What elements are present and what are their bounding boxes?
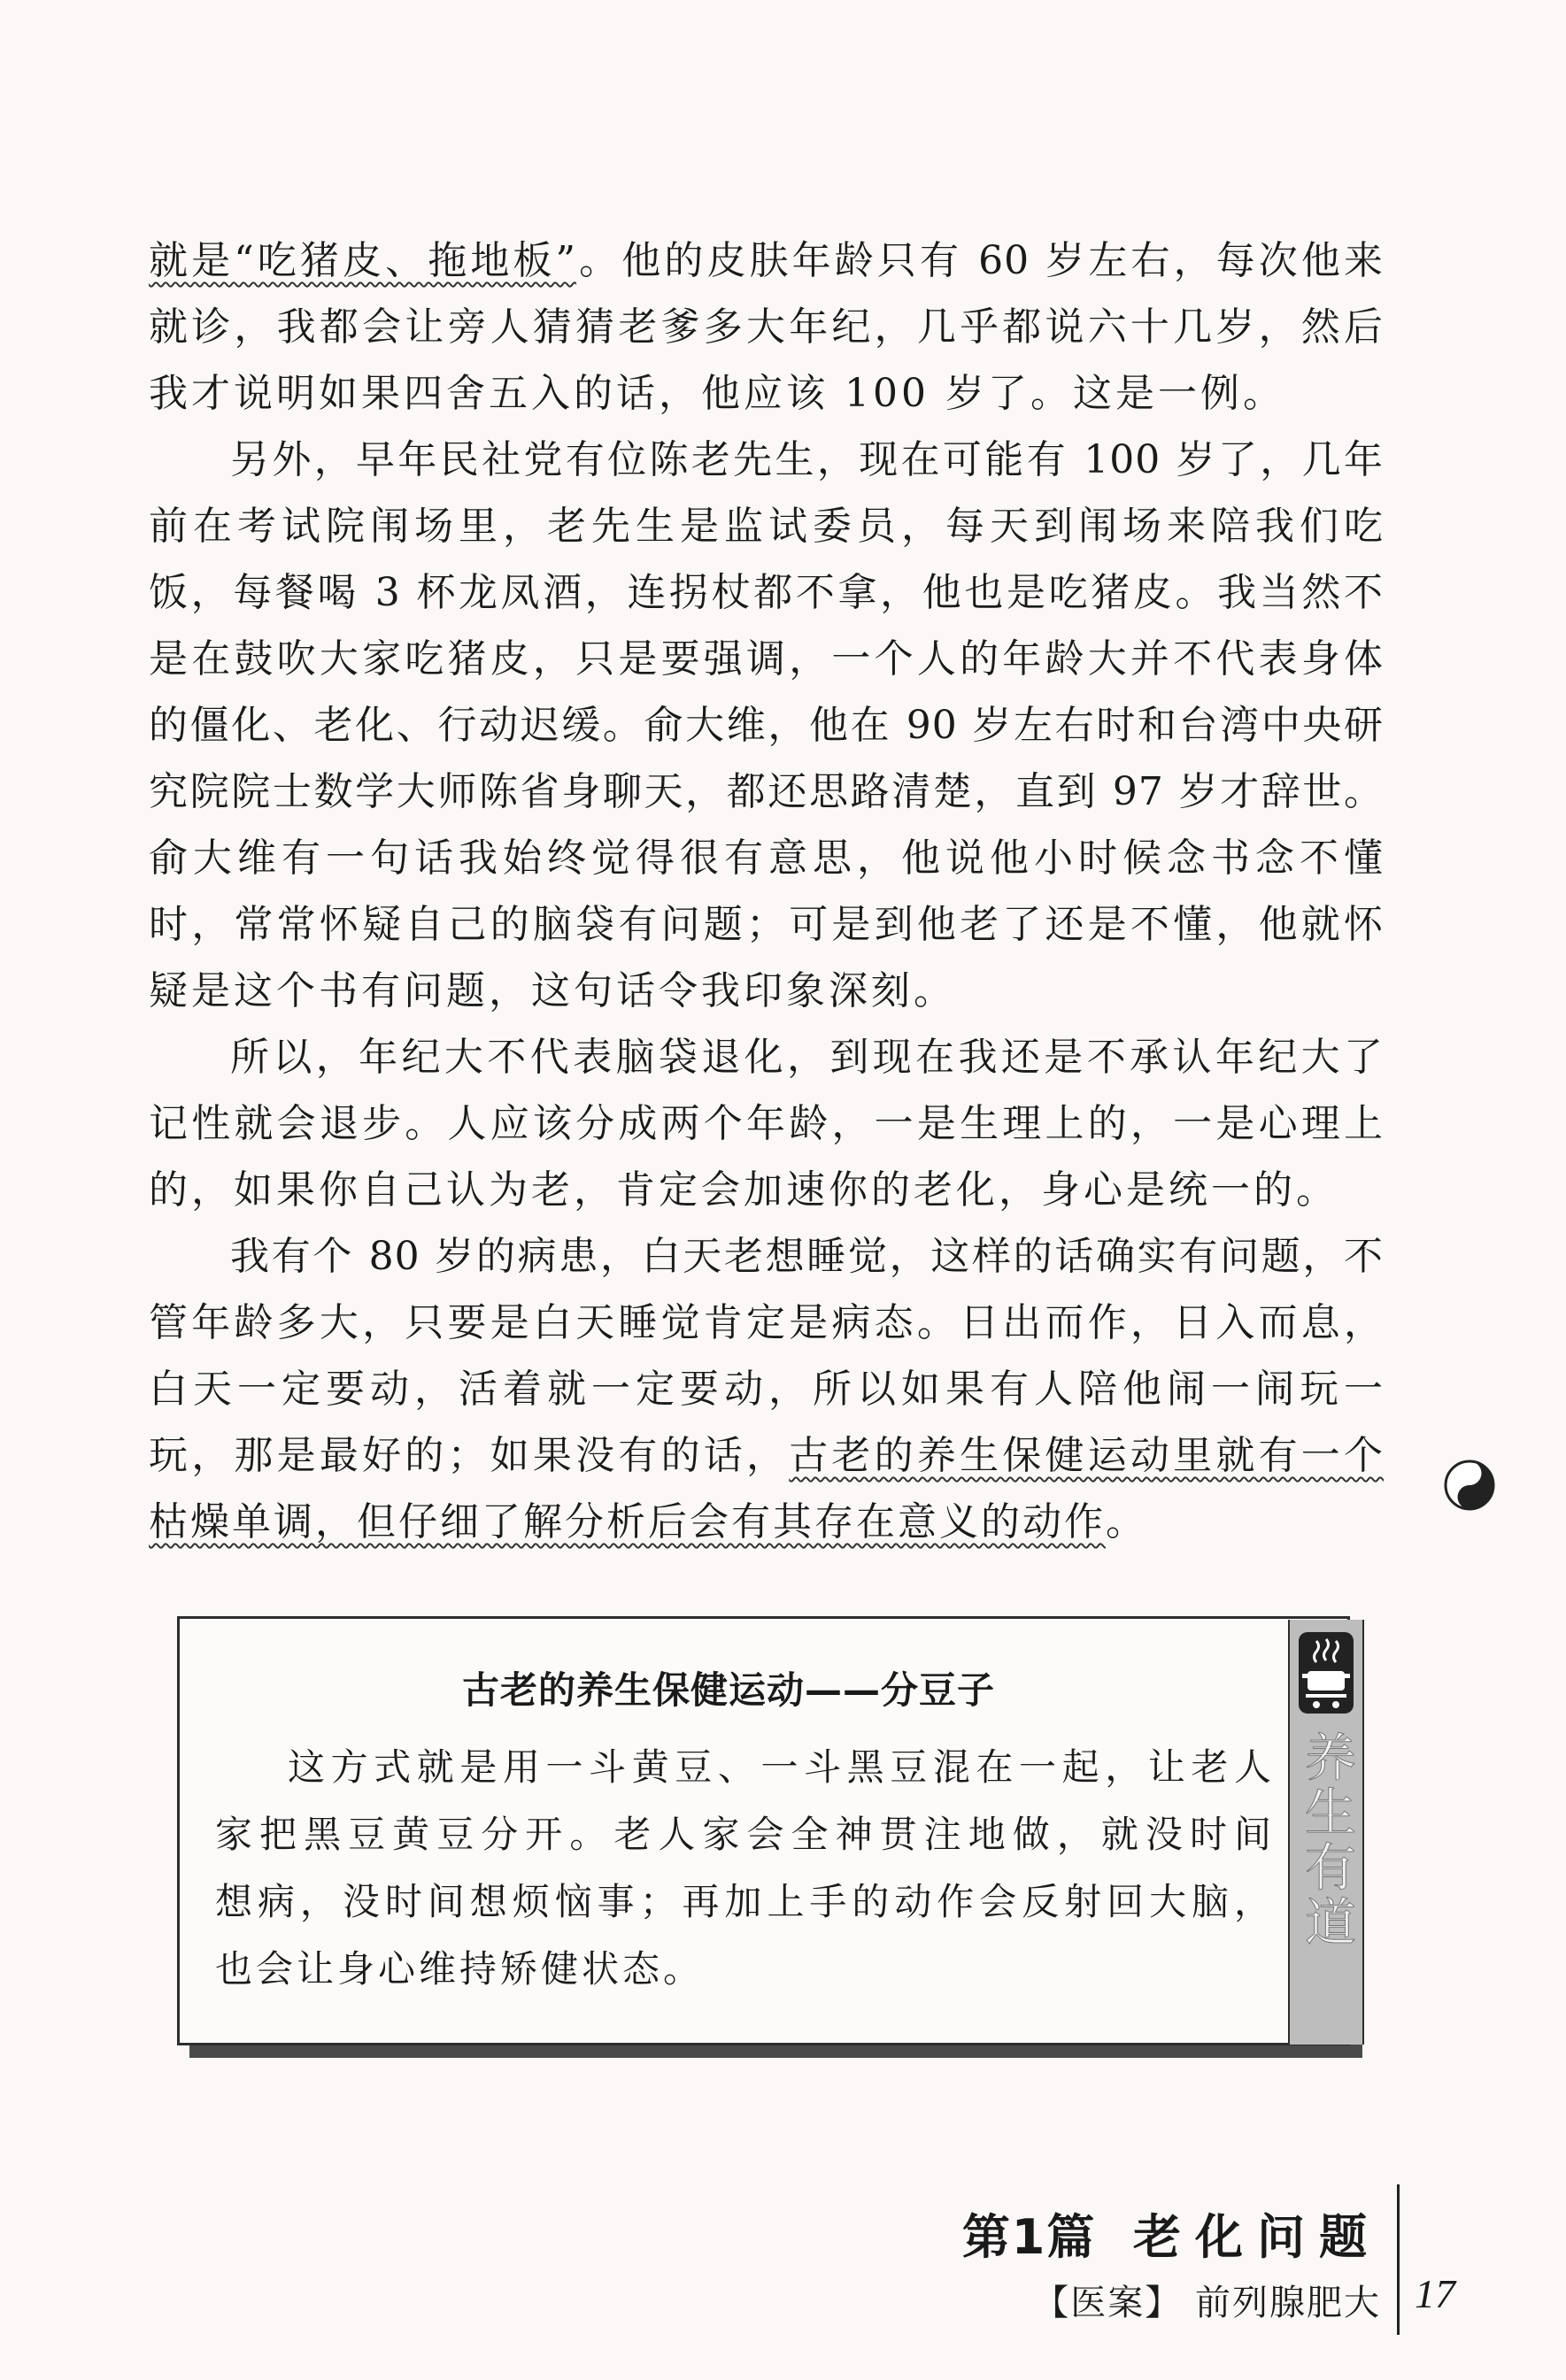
text-line: 我才说明如果四舍五入的话，他应该 100 岁了。这是一例。 — [149, 371, 1285, 416]
cooking-pot-icon — [1299, 1632, 1354, 1714]
sidebox-line: 也会让身心维持矫健状态。 — [215, 1947, 705, 1991]
text-line: 饭，每餐喝 3 杯龙凤酒，连拐杖都不拿，他也是吃猪皮。我当然不 — [149, 570, 1384, 615]
text-line: 前在考试院闱场里，老先生是监试委员，每天到闱场来陪我们吃 — [149, 504, 1384, 549]
text-line: 就是“吃猪皮、拖地板”。他的皮肤年龄只有 60 岁左右，每次他来 — [149, 238, 1384, 283]
running-header-title — [885, 2199, 1381, 2268]
chapter-title: 老化问题 — [1133, 2209, 1381, 2265]
text-line: 记性就会退步。人应该分成两个年龄，一是生理上的，一是心理上 — [149, 1101, 1384, 1146]
part-number: 第1篇 — [961, 2209, 1097, 2265]
sidebox-line: 想病，没时间想烦恼事；再加上手的动作会反射回大脑， — [215, 1880, 1273, 1923]
sidebox — [177, 1616, 1350, 2045]
text-line: 另外，早年民社党有位陈老先生，现在可能有 100 岁了，几年 — [230, 437, 1384, 482]
footer-divider — [1397, 2184, 1400, 2335]
sidebox-title: 古老的养生保健运动——分豆子 — [461, 1668, 995, 1712]
text-line: 是在鼓吹大家吃猪皮，只是要强调，一个人的年龄大并不代表身体 — [149, 636, 1384, 682]
yin-yang-icon — [1443, 1459, 1496, 1512]
text-line: 所以，年纪大不代表脑袋退化，到现在我还是不承认年纪大了 — [230, 1035, 1384, 1080]
page-number: 17 — [1415, 2271, 1455, 2316]
text-line: 白天一定要动，活着就一定要动，所以如果有人陪他闹一闹玩一 — [149, 1367, 1384, 1412]
underlined-phrase: 古老的养生保健运动里就有一个 — [789, 1433, 1385, 1478]
sidebox-line: 这方式就是用一斗黄豆、一斗黑豆混在一起，让老人 — [288, 1745, 1273, 1789]
text-line: 时，常常怀疑自己的脑袋有问题；可是到他老了还是不懂，他就怀 — [149, 902, 1384, 947]
text-line: 俞大维有一句话我始终觉得很有意思，他说他小时候念书念不懂 — [149, 836, 1384, 881]
running-header-subtitle: 【医案】 前列腺肥大 — [1033, 2283, 1381, 2323]
text-line: 玩，那是最好的；如果没有的话，古老的养生保健运动里就有一个 — [149, 1433, 1385, 1478]
text-line: 枯燥单调，但仔细了解分析后会有其存在意义的动作。 — [149, 1499, 1147, 1544]
text-line: 管年龄多大，只要是白天睡觉肯定是病态。日出而作，日入而息， — [149, 1300, 1384, 1345]
sidebox-line: 家把黑豆黄豆分开。老人家会全神贯注地做，就没时间 — [215, 1813, 1273, 1856]
text-line: 就诊，我都会让旁人猜猜老爹多大年纪，几乎都说六十几岁，然后 — [149, 304, 1384, 350]
underlined-phrase: 就是“吃猪皮、拖地板” — [149, 238, 577, 283]
sidebox-tab-label: 养生有道 — [1296, 1730, 1356, 1950]
text-line: 疑是这个书有问题，这句话令我印象深刻。 — [149, 968, 956, 1013]
text-line: 我有个 80 岁的病患，白天老想睡觉，这样的话确实有问题，不 — [230, 1234, 1384, 1279]
underlined-phrase: 枯燥单调，但仔细了解分析后会有其存在意义的动作 — [149, 1499, 1106, 1544]
text-line: 究院院士数学大师陈省身聊天，都还思路清楚，直到 97 岁才辞世。 — [149, 769, 1384, 814]
text-line: 的僵化、老化、行动迟缓。俞大维，他在 90 岁左右时和台湾中央研 — [149, 703, 1384, 748]
text-line: 的，如果你自己认为老，肯定会加速你的老化，身心是统一的。 — [149, 1167, 1338, 1213]
sidebox-tab — [1288, 1620, 1364, 2045]
